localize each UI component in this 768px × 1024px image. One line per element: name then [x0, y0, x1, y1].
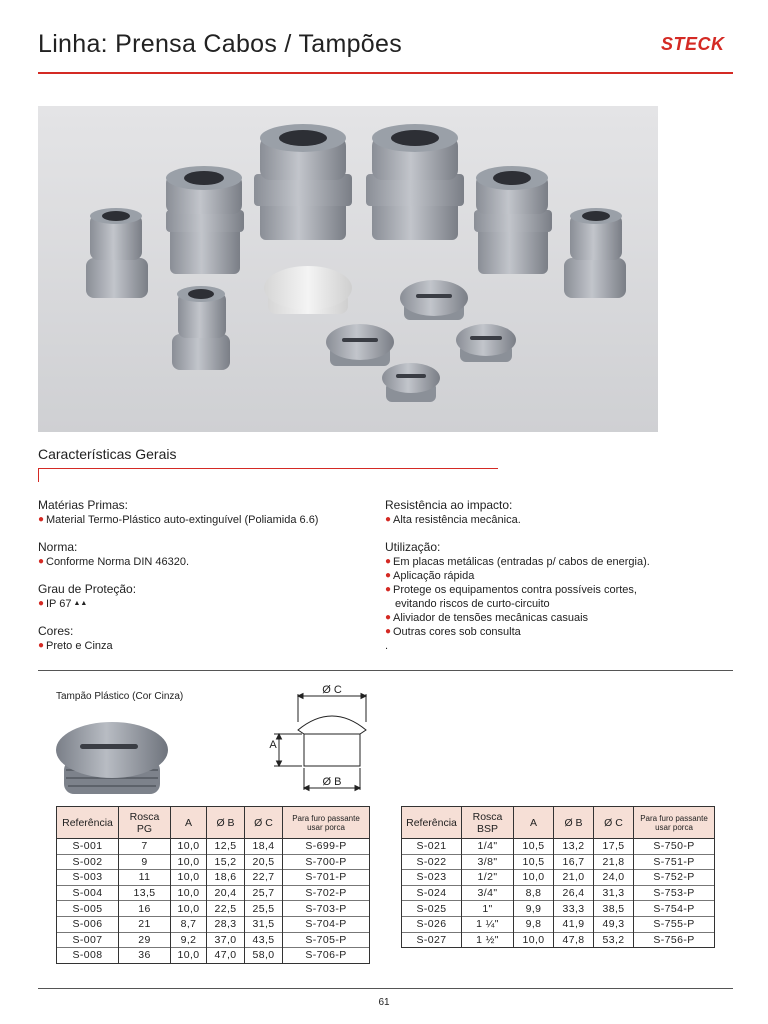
- col-a: A: [514, 807, 554, 839]
- col-reference: Referência: [402, 807, 462, 839]
- spec-item: ● Conforme Norma DIN 46320.: [38, 556, 190, 568]
- features-right-column: [385, 498, 715, 666]
- spec-item: ● Preto e Cinza: [38, 640, 113, 652]
- spec-item: ● Material Termo-Plástico auto-extinguível (Poliamida 6.6): [38, 514, 319, 526]
- spec-heading: Grau de Proteção:: [38, 582, 137, 596]
- dim-b-label: Ø B: [322, 776, 342, 788]
- table-row: S-002 9 10,0 15,2 20,5 S-700-P: [57, 854, 370, 870]
- bullet-icon: ●: [385, 584, 392, 595]
- pg-thread-table: [56, 806, 370, 964]
- col-a: A: [171, 807, 207, 839]
- table-row: S-025 1" 9,9 33,3 38,5 S-754-P: [402, 901, 715, 917]
- spec-heading: Resistência ao impacto:: [385, 498, 513, 512]
- ip-rating-icon: ▲▲: [73, 600, 88, 607]
- spec-heading: Cores:: [38, 624, 74, 638]
- section-title: Características Gerais: [38, 446, 177, 462]
- bullet-icon: ●: [385, 514, 392, 525]
- spec-group-standard: [38, 540, 358, 569]
- product-caption: Tampão Plástico (Cor Cinza): [56, 691, 184, 702]
- spec-group-protection: [38, 582, 358, 611]
- bullet-icon: ●: [38, 598, 45, 609]
- spec-item: ● Alta resistência mecânica.: [385, 514, 521, 526]
- dim-c-label: Ø C: [322, 684, 342, 696]
- section-divider-tick: [38, 468, 39, 482]
- page-title: Linha: Prensa Cabos / Tampões: [38, 30, 403, 58]
- spec-item: ● Aplicação rápida: [385, 570, 475, 582]
- table-row: S-007 29 9,2 37,0 43,5 S-705-P: [57, 932, 370, 948]
- bullet-icon: ●: [385, 626, 392, 637]
- spec-group-usage: [385, 540, 715, 653]
- page-number: 61: [378, 997, 390, 1008]
- product-photo: [38, 106, 658, 432]
- spec-heading: Utilização:: [385, 540, 441, 554]
- spec-heading: Norma:: [38, 540, 78, 554]
- spec-item-period: .: [385, 640, 389, 652]
- col-thread: Rosca BSP: [462, 807, 514, 839]
- spec-item: ● Protege os equipamentos contra possíveis cortes,: [385, 584, 637, 596]
- spec-item: ● Outras cores sob consulta: [385, 626, 521, 638]
- table-row: S-004 13,5 10,0 20,4 25,7 S-702-P: [57, 885, 370, 901]
- col-thread: Rosca PG: [119, 807, 171, 839]
- section-divider: [38, 468, 498, 469]
- spec-group-impact: [385, 498, 715, 527]
- features-left-column: [38, 498, 358, 666]
- col-nut: Para furo passante usar porca: [283, 807, 370, 839]
- table-row: S-027 1 ½" 10,0 47,8 53,2 S-756-P: [402, 932, 715, 948]
- footer-divider: [38, 988, 733, 989]
- plug-dimension-drawing: [262, 682, 378, 794]
- col-c: Ø C: [594, 807, 634, 839]
- table-header-row: [57, 807, 370, 839]
- bullet-icon: ●: [385, 570, 392, 581]
- col-nut: Para furo passante usar porca: [634, 807, 715, 839]
- table-row: S-008 36 10,0 47,0 58,0 S-706-P: [57, 948, 370, 964]
- bullet-icon: ●: [385, 556, 392, 567]
- table-row: S-006 21 8,7 28,3 31,5 S-704-P: [57, 916, 370, 932]
- spec-group-colors: [38, 624, 358, 653]
- header-divider: [38, 72, 733, 74]
- section-separator: [38, 670, 733, 671]
- table-row: S-026 1 ¼" 9,8 41,9 49,3 S-755-P: [402, 916, 715, 932]
- table-row: S-021 1/4" 10,5 13,2 17,5 S-750-P: [402, 839, 715, 855]
- table-row: S-024 3/4" 8,8 26,4 31,3 S-753-P: [402, 885, 715, 901]
- table-row: S-001 7 10,0 12,5 18,4 S-699-P: [57, 839, 370, 855]
- spec-item-continuation: evitando riscos de curto-circuito: [395, 598, 550, 610]
- bullet-icon: ●: [38, 514, 45, 525]
- spec-group-materials: [38, 498, 358, 527]
- spec-item: ● IP 67 ▲▲: [38, 598, 88, 610]
- bullet-icon: ●: [38, 640, 45, 651]
- table-row: S-003 11 10,0 18,6 22,7 S-701-P: [57, 870, 370, 886]
- table-row: S-022 3/8" 10,5 16,7 21,8 S-751-P: [402, 854, 715, 870]
- brand-logo: STECK: [661, 34, 725, 54]
- col-b: Ø B: [554, 807, 594, 839]
- table-row: S-005 16 10,0 22,5 25,5 S-703-P: [57, 901, 370, 917]
- dim-a-label: A: [269, 739, 277, 751]
- bsp-thread-table: [401, 806, 715, 948]
- spec-heading: Matérias Primas:: [38, 498, 129, 512]
- table-header-row: [402, 807, 715, 839]
- col-b: Ø B: [207, 807, 245, 839]
- col-reference: Referência: [57, 807, 119, 839]
- table-row: S-023 1/2" 10,0 21,0 24,0 S-752-P: [402, 870, 715, 886]
- bullet-icon: ●: [38, 556, 45, 567]
- spec-item: ● Em placas metálicas (entradas p/ cabos de energia).: [385, 556, 650, 568]
- bullet-icon: ●: [385, 612, 392, 623]
- spec-item: ● Aliviador de tensões mecânicas casuais: [385, 612, 589, 624]
- col-c: Ø C: [245, 807, 283, 839]
- plug-photo: [54, 720, 174, 800]
